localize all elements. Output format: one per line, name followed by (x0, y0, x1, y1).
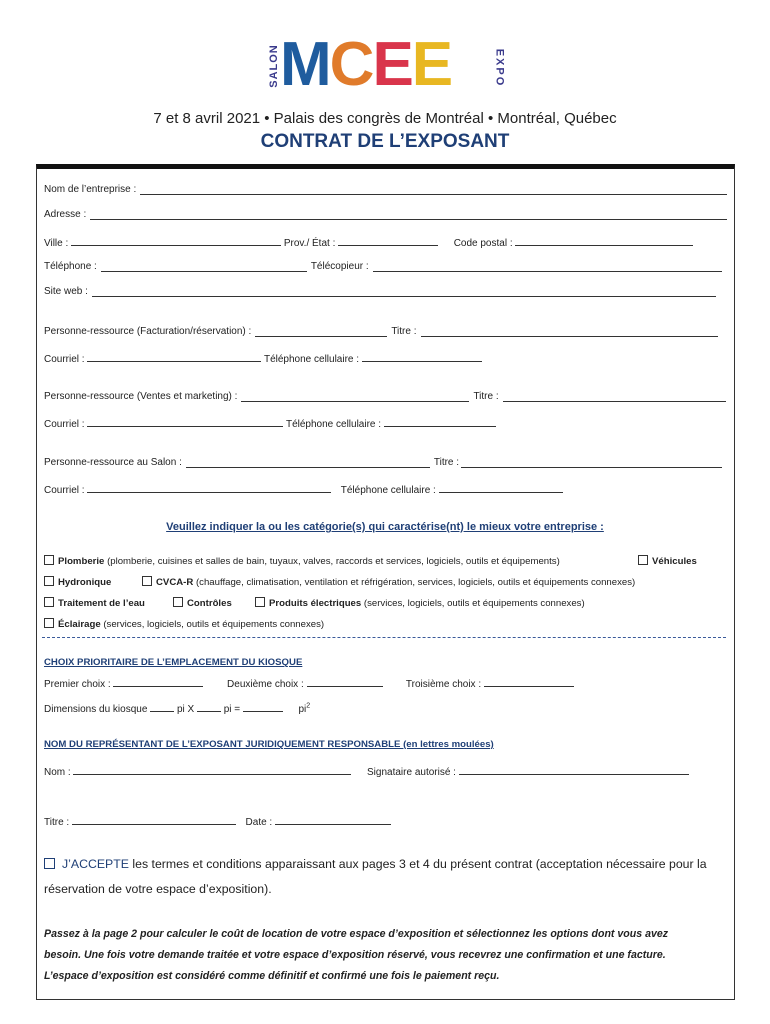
produits-desc: (services, logiciels, outils et équipements connexes) (363, 598, 585, 609)
dims-width-field[interactable] (150, 701, 174, 712)
billing-email-label: Courriel : (44, 354, 85, 365)
sales-contact-field[interactable] (241, 391, 469, 402)
logo-expo: EXPO (493, 48, 506, 88)
eclairage-desc: (services, logiciels, outils et équipements connexes) (103, 619, 325, 630)
footer-note-line-1: Passez à la page 2 pour calculer le coût de location de votre espace d’exposition et sélectionnez les options dont vous avez (44, 928, 669, 940)
kiosk-choices-row (44, 676, 574, 690)
website-field[interactable] (92, 286, 716, 297)
show-email-field[interactable] (87, 482, 331, 493)
billing-cell-label: Téléphone cellulaire : (263, 354, 360, 365)
hydronique-item (44, 576, 111, 588)
category-row-1 (44, 555, 560, 567)
rep-name-field[interactable] (73, 764, 351, 775)
show-contact-label: Personne-ressource au Salon : (44, 457, 182, 468)
sales-email-label: Courriel : (44, 419, 85, 430)
logo-c: C (329, 30, 373, 99)
signatory-field[interactable] (459, 764, 689, 775)
accept-row (44, 857, 707, 871)
date-field[interactable] (275, 814, 391, 825)
accept-text-2: réservation de votre espace d’exposition). (44, 882, 272, 896)
city-row (44, 235, 693, 249)
plomberie-label: Plomberie (58, 556, 105, 567)
footer-note-line-2: besoin. Une fois votre demande traitée et votre espace d’exposition réservé, vous recevrez une confirmation et une facture. (44, 949, 666, 961)
rep-name-row (44, 764, 689, 778)
produits-label: Produits électriques (269, 598, 362, 609)
show-email-label: Courriel : (44, 485, 85, 496)
billing-contact-label: Personne-ressource (Facturation/réservation) : (44, 326, 252, 337)
sales-email-field[interactable] (87, 416, 283, 427)
pi2-sup: 2 (306, 702, 311, 710)
billing-email-row (44, 351, 482, 365)
second-choice-field[interactable] (307, 676, 383, 687)
categories-heading: Veuillez indiquer la ou les catégorie(s) qui caractérise(nt) le mieux votre entreprise : (166, 521, 604, 533)
eclairage-label: Éclairage (58, 619, 101, 630)
produits-item (255, 597, 585, 609)
accept-text-1: les termes et conditions apparaissant aux pages 3 et 4 du présent contrat (acceptation nécessaire pour la (128, 857, 707, 871)
produits-checkbox[interactable] (255, 597, 265, 607)
pi-x-label: pi X (176, 704, 195, 715)
website-label: Site web : (44, 286, 88, 297)
traitement-item (44, 597, 145, 609)
rep-name-label: Nom : (44, 767, 71, 778)
phone-row (44, 261, 722, 272)
vehicules-checkbox[interactable] (638, 555, 648, 565)
signatory-label: Signataire autorisé : (367, 767, 456, 778)
footer-note-line-3: L’espace d’exposition est considéré comme définitif et confirmé une fois le paiement reçu. (44, 970, 500, 982)
show-title-label: Titre : (433, 457, 460, 468)
kiosk-heading: CHOIX PRIORITAIRE DE L’EMPLACEMENT DU KIOSQUE (44, 657, 303, 668)
logo-m: M (280, 30, 330, 99)
footer-note (44, 924, 668, 987)
billing-title-field[interactable] (421, 326, 719, 337)
rep-title-label: Titre : (44, 817, 70, 828)
eclairage-item (44, 618, 324, 630)
cvcar-checkbox[interactable] (142, 576, 152, 586)
logo (258, 30, 518, 100)
website-row (44, 286, 716, 297)
accept-checkbox[interactable] (44, 858, 55, 869)
show-contact-row (44, 457, 722, 468)
pi2-label: pi (298, 704, 307, 715)
prov-field[interactable] (338, 235, 438, 246)
fax-field[interactable] (373, 261, 722, 272)
show-email-row (44, 482, 563, 496)
sales-cell-field[interactable] (384, 416, 496, 427)
company-name-label: Nom de l’entreprise : (44, 184, 137, 195)
show-title-field[interactable] (461, 457, 722, 468)
vehicules-label: Véhicules (652, 556, 697, 567)
plomberie-desc: (plomberie, cuisines et salles de bain, tuyaux, valves, raccords et services, logiciels, outils et équipements) (107, 556, 560, 567)
hydronique-label: Hydronique (58, 577, 112, 588)
third-choice-field[interactable] (484, 676, 574, 687)
date-label: Date : (245, 817, 273, 828)
hydronique-checkbox[interactable] (44, 576, 54, 586)
second-choice-label: Deuxième choix : (227, 679, 304, 690)
kiosk-dimensions-row (44, 701, 310, 715)
cvcar-item (142, 576, 635, 588)
billing-contact-field[interactable] (255, 326, 387, 337)
logo-e2: E (411, 30, 452, 99)
first-choice-label: Premier choix : (44, 679, 111, 690)
cvcar-label: CVCA-R (156, 577, 194, 588)
phone-label: Téléphone : (44, 261, 97, 272)
dims-area-field[interactable] (243, 701, 283, 712)
third-choice-label: Troisième choix : (405, 679, 482, 690)
rep-heading: NOM DU REPRÉSENTANT DE L’EXPOSANT JURIDIQUEMENT RESPONSABLE (en lettres moulées) (44, 739, 494, 750)
sales-title-field[interactable] (503, 391, 726, 402)
rep-title-row (44, 814, 391, 828)
rep-title-field[interactable] (72, 814, 236, 825)
billing-cell-field[interactable] (362, 351, 482, 362)
sales-email-row (44, 416, 496, 430)
first-choice-field[interactable] (113, 676, 203, 687)
sales-contact-row (44, 391, 726, 402)
dims-depth-field[interactable] (197, 701, 221, 712)
event-subtitle: 7 et 8 avril 2021 • Palais des congrès de Montréal • Montréal, Québec (153, 110, 617, 127)
fax-label: Télécopieur : (310, 261, 369, 272)
show-contact-field[interactable] (186, 457, 430, 468)
plomberie-checkbox[interactable] (44, 555, 54, 565)
logo-letters (280, 30, 452, 99)
prov-label: Prov./ État : (283, 238, 336, 249)
page-title: CONTRAT DE L’EXPOSANT (260, 131, 510, 152)
dims-label: Dimensions du kiosque (44, 704, 148, 715)
address-label: Adresse : (44, 209, 87, 220)
controles-label: Contrôles (187, 598, 232, 609)
address-field[interactable] (90, 209, 727, 220)
controles-item (173, 597, 232, 609)
show-cell-label: Téléphone cellulaire : (340, 485, 436, 496)
sales-cell-label: Téléphone cellulaire : (285, 419, 382, 430)
postal-field[interactable] (515, 235, 693, 246)
show-cell-field[interactable] (439, 482, 563, 493)
billing-contact-row (44, 326, 718, 337)
vehicules-item (638, 555, 697, 567)
eclairage-checkbox[interactable] (44, 618, 54, 628)
controles-checkbox[interactable] (173, 597, 183, 607)
address-row (44, 209, 727, 220)
company-name-field[interactable] (140, 184, 727, 195)
billing-title-label: Titre : (391, 326, 417, 337)
traitement-label: Traitement de l’eau (58, 598, 145, 609)
city-field[interactable] (71, 235, 281, 246)
pi-eq-label: pi = (223, 704, 241, 715)
billing-email-field[interactable] (87, 351, 261, 362)
company-name-row (44, 184, 727, 195)
phone-field[interactable] (101, 261, 307, 272)
postal-label: Code postal : (453, 238, 513, 249)
sales-title-label: Titre : (473, 391, 499, 402)
dashed-divider (42, 637, 726, 638)
accept-strong: J’ACCEPTE (62, 857, 129, 871)
logo-e1: E (372, 30, 412, 99)
city-label: Ville : (44, 238, 69, 249)
logo-salon: SALON (267, 44, 280, 88)
sales-contact-label: Personne-ressource (Ventes et marketing) : (44, 391, 238, 402)
cvcar-desc: (chauffage, climatisation, ventilation et réfrigération, services, logiciels, outils et équipements connexes) (195, 577, 636, 588)
traitement-checkbox[interactable] (44, 597, 54, 607)
